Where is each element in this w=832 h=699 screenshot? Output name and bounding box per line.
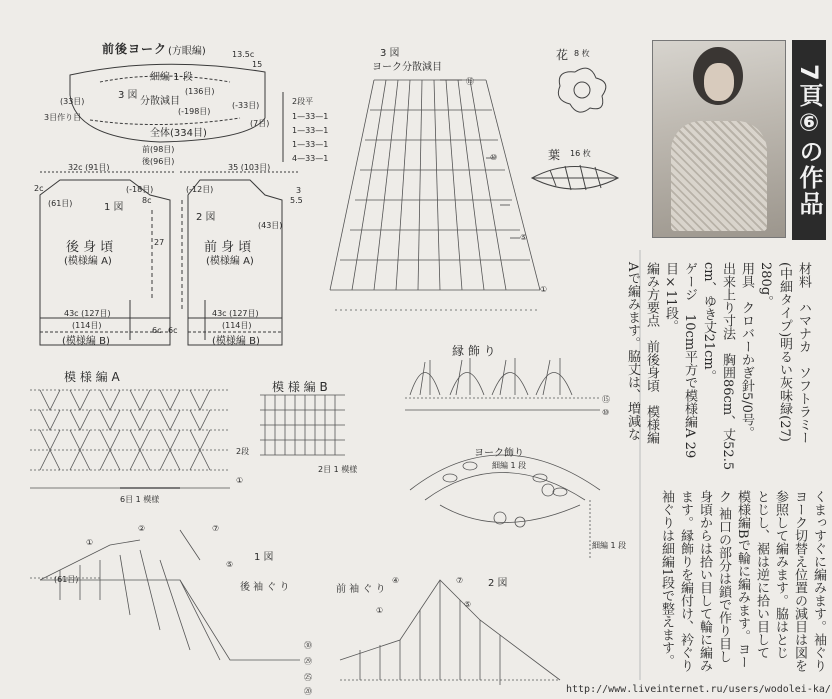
- back-114: (114目): [72, 321, 102, 330]
- flower-count: 8 枚: [574, 49, 590, 58]
- chart3-row-10: ⑩: [490, 153, 498, 162]
- yoke-title: 前後ヨーク: [102, 42, 168, 56]
- front-bottom: (模様編 B): [212, 336, 260, 347]
- front-114: (114目): [222, 321, 252, 330]
- yoke-fig-label: 3 図: [118, 90, 138, 101]
- text-col-10: Aで編みます。脇丈は、増減な: [625, 262, 640, 441]
- front-neck-dec: (-12目): [186, 185, 214, 194]
- yoke-count-136: (136目): [185, 87, 215, 96]
- chart3-row-1: ①: [540, 285, 548, 294]
- yoke-front-count: 前(98目): [142, 145, 175, 154]
- yoke-step-0: 2段平: [292, 97, 314, 106]
- yoke-deco-side: 細編 1 段: [592, 541, 627, 550]
- text-col-6: cm、ゆき丈21cm。: [701, 262, 716, 383]
- pattern-a-title: 模 様 編 A: [64, 370, 120, 384]
- front-fig: 2 図: [196, 212, 216, 223]
- sleeve1-fig: 1 図: [254, 552, 274, 563]
- back-61: (61目): [48, 199, 73, 208]
- pattern-a-chart: [30, 390, 230, 488]
- yoke-total: 全体(334目): [150, 128, 207, 139]
- flower-title: 花: [556, 48, 569, 62]
- front-6c: 6c: [168, 326, 178, 335]
- text-col-19: 袖ぐりは細編1段で整えます。: [659, 490, 674, 668]
- yoke-deco-title: ヨーク飾り: [474, 448, 524, 459]
- text-col-7: ゲージ 10cm平方で模様編A 29: [682, 262, 697, 459]
- sleeve1-r7: ⑦: [212, 524, 220, 533]
- yoke-step-4: 4—33—1: [292, 154, 329, 163]
- sleeve1-61: (61目): [54, 575, 79, 584]
- text-col-1: 材料 ハマナカ ソフトラミー: [796, 262, 811, 444]
- sleeve2-fig: 2 図: [488, 578, 508, 589]
- text-col-5: 出来上り寸法 胸囲86cm、丈52.5: [720, 262, 735, 471]
- chart3-row-15: ⑮: [466, 77, 474, 86]
- pattern-b-title: 模 様 編 B: [272, 380, 328, 394]
- back-2c: 2c: [34, 184, 44, 193]
- sleeve2-r25: ㉕: [304, 673, 312, 682]
- front-3: 3: [296, 186, 302, 195]
- yoke-step-2: 1—33—1: [292, 126, 329, 135]
- back-bottom: (模様編 B): [62, 336, 110, 347]
- yoke-side-d: (7目): [250, 119, 270, 128]
- sleeve1-r2: ②: [138, 524, 146, 533]
- sleeve1-label: 後 袖 ぐ り: [240, 582, 290, 593]
- text-col-16: ク 袖口の部分は鎖で作り目し: [716, 490, 731, 664]
- sleeve2-r20: ⑳: [304, 687, 312, 696]
- back-fig: 1 図: [104, 202, 124, 213]
- text-col-4: 用具 クロバーかぎ針5/0号。: [739, 262, 754, 439]
- text-col-17: 身頃からは拾い目して輪に編み: [697, 490, 712, 672]
- back-width: 32c (91目): [68, 163, 110, 172]
- leaf-motif: [532, 165, 618, 190]
- back-8c: 8c: [142, 196, 152, 205]
- yoke-chart-grid: [330, 80, 540, 310]
- flower-motif: [558, 68, 605, 112]
- edging-row-15: ⑮: [602, 395, 610, 404]
- text-col-15: 模様編Bで輪に編みます。ヨー: [735, 490, 750, 669]
- model-face-image: [704, 63, 734, 101]
- text-col-18: ます。縁飾りを編付け、衿ぐり: [678, 490, 693, 672]
- front-55: 5.5: [290, 196, 303, 205]
- pattern-b-chart: [260, 395, 345, 455]
- work-title: 7頁⑥の作品: [792, 40, 826, 240]
- text-col-8: 目×11段。: [663, 262, 678, 333]
- front-title: 前 身 頃: [204, 240, 252, 255]
- watermark-url: http://www.liveinternet.ru/users/wodolei-ka/: [566, 684, 831, 695]
- text-col-13: 参照して編みます。脇はとじ: [773, 490, 788, 659]
- sleeve-chart-2: [340, 580, 560, 685]
- yoke-dec-label: 分散減目: [140, 96, 180, 107]
- chart3-title: ヨーク分散減目: [372, 62, 442, 73]
- front-43s: (43目): [258, 221, 283, 230]
- chart3-row-5: ⑤: [520, 233, 528, 242]
- pattern-a-row2: 2段: [236, 447, 250, 456]
- pattern-b-repeat: 2目 1 模様: [318, 465, 358, 474]
- yoke-side-b: (-33目): [232, 101, 260, 110]
- pattern-a-row1: ①: [236, 476, 244, 485]
- sleeve2-r29: ㉙: [304, 657, 312, 666]
- leaf-count: 16 枚: [570, 149, 591, 158]
- yoke-dim-135: 13.5c: [232, 50, 255, 59]
- edging-chart: [405, 358, 600, 410]
- text-col-9: 編み方要点 前後身頃 模様編: [644, 262, 659, 444]
- text-col-11: くまっすぐに編みます。袖ぐり: [811, 490, 826, 672]
- yoke-row1-label: 細編 1 段: [150, 72, 193, 83]
- front-pattern: (模様編 A): [206, 256, 254, 267]
- back-6c: 6c: [152, 326, 162, 335]
- yoke-count-198: (-198目): [178, 107, 211, 116]
- front-43: 43c (127目): [212, 309, 259, 318]
- sleeve2-r1: ①: [376, 606, 384, 615]
- leaf-title: 葉: [548, 148, 561, 162]
- yoke-side-c: 3目作り目: [44, 113, 82, 122]
- edging-title: 縁 飾 り: [452, 344, 496, 358]
- sleeve1-r1: ①: [86, 538, 94, 547]
- sleeve2-r4: ④: [392, 576, 400, 585]
- sleeve2-label: 前 袖 ぐ り: [336, 584, 386, 595]
- sleeve1-r5: ⑤: [226, 560, 234, 569]
- garment-photo: [652, 40, 786, 238]
- chart3-fig: 3 図: [380, 48, 400, 59]
- text-col-12: ヨーク切替え位置の減目は図を: [792, 490, 807, 672]
- text-col-2: (中細タイプ)明るい灰味緑(27): [777, 262, 792, 442]
- back-43: 43c (127目): [64, 309, 111, 318]
- front-width: 35 (103目): [228, 163, 271, 172]
- text-col-14: とじし、裾は逆に拾い目して: [754, 490, 769, 659]
- yoke-dim-15: 15: [252, 60, 263, 69]
- sleeve2-r7: ⑦: [456, 576, 464, 585]
- back-title: 後 身 頃: [66, 240, 114, 255]
- back-neck-dec: (-18目): [126, 185, 154, 194]
- front-27: 27: [154, 238, 165, 247]
- yoke-title-note: (方眼編): [168, 46, 206, 57]
- pattern-a-repeat: 6目 1 模様: [120, 495, 160, 504]
- yoke-side-a: (33目): [60, 97, 85, 106]
- yoke-back-count: 後(96目): [142, 157, 175, 166]
- yoke-step-1: 1—33—1: [292, 112, 329, 121]
- yoke-step-3: 1—33—1: [292, 140, 329, 149]
- back-pattern: (模様編 A): [64, 256, 112, 267]
- sleeve2-r5: ⑤: [464, 600, 472, 609]
- yoke-deco-row: 細編 1 段: [492, 461, 527, 470]
- edging-row-10: ⑩: [602, 408, 610, 417]
- sweater-image: [671, 121, 767, 231]
- sleeve2-r30: ㉚: [304, 641, 312, 650]
- text-col-3: 280g。: [758, 262, 773, 309]
